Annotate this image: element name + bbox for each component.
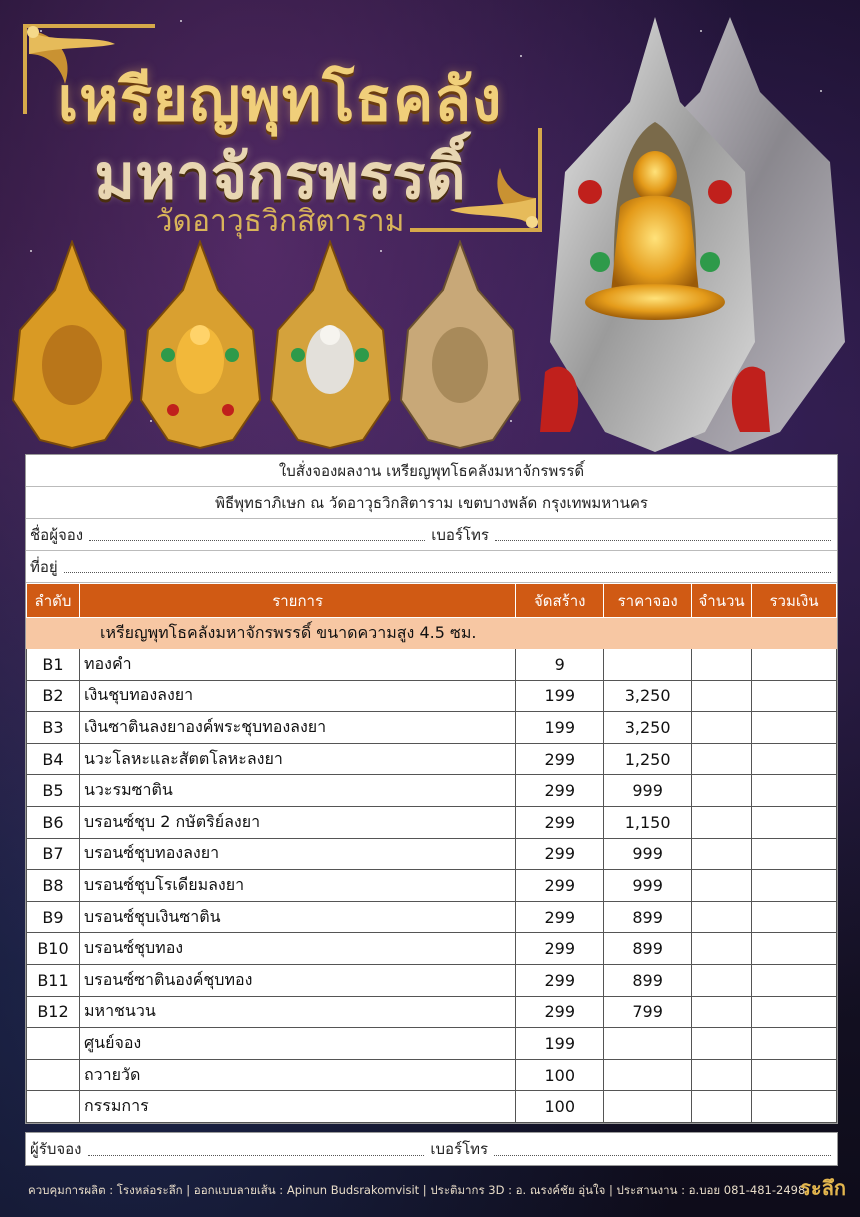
row-made: 299 <box>516 870 604 902</box>
row-item: นวะโลหะและสัตตโลหะลงยา <box>79 743 515 775</box>
col-no: ลำดับ <box>27 584 80 618</box>
table-row <box>27 1091 837 1123</box>
row-total[interactable] <box>752 964 837 996</box>
section-title: เหรียญพุทโธคลังมหาจักรพรรดิ์ ขนาดความสูง 4.5 ซม. <box>79 618 836 649</box>
row-item: มหาชนวน <box>79 996 515 1028</box>
row-total[interactable] <box>752 1059 837 1091</box>
row-item: ทองคำ <box>79 649 515 681</box>
col-made: จัดสร้าง <box>516 584 604 618</box>
row-total[interactable] <box>752 933 837 965</box>
row-item: ศูนย์จอง <box>79 1028 515 1060</box>
row-made: 299 <box>516 838 604 870</box>
address-row <box>26 551 837 583</box>
receiver-row <box>25 1132 838 1166</box>
col-total: รวมเงิน <box>752 584 837 618</box>
row-price: 3,250 <box>604 712 692 744</box>
address-label: ที่อยู่ <box>30 557 58 576</box>
col-qty: จำนวน <box>692 584 752 618</box>
row-item: ถวายวัด <box>79 1059 515 1091</box>
row-made: 100 <box>516 1059 604 1091</box>
table-header <box>27 584 837 618</box>
row-qty[interactable] <box>692 775 752 807</box>
row-qty[interactable] <box>692 649 752 681</box>
row-made: 299 <box>516 964 604 996</box>
row-code: B6 <box>27 806 80 838</box>
row-price: 999 <box>604 870 692 902</box>
row-qty[interactable] <box>692 743 752 775</box>
row-price: 3,250 <box>604 680 692 712</box>
col-item: รายการ <box>79 584 515 618</box>
medal-silver-gold-image <box>268 240 393 450</box>
order-form <box>25 454 838 1124</box>
row-item: เงินชุบทองลงยา <box>79 680 515 712</box>
row-item: บรอนซ์ชุบ 2 กษัตริย์ลงยา <box>79 806 515 838</box>
form-heading: ใบสั่งจองผลงาน เหรียญพุทโธคลังมหาจักรพรรดิ์ <box>26 455 837 487</box>
col-price: ราคาจอง <box>604 584 692 618</box>
row-qty[interactable] <box>692 1028 752 1060</box>
row-price: 899 <box>604 901 692 933</box>
row-code <box>27 1091 80 1123</box>
row-qty[interactable] <box>692 870 752 902</box>
medal-bronze-image <box>398 240 523 450</box>
row-item: บรอนซ์ซาตินองค์ชุบทอง <box>79 964 515 996</box>
row-made: 9 <box>516 649 604 681</box>
table-row <box>27 680 837 712</box>
table-row <box>27 838 837 870</box>
row-made: 299 <box>516 901 604 933</box>
row-qty[interactable] <box>692 680 752 712</box>
row-qty[interactable] <box>692 1091 752 1123</box>
row-price: 899 <box>604 933 692 965</box>
row-price: 999 <box>604 838 692 870</box>
table-row <box>27 870 837 902</box>
footer-credits: ควบคุมการผลิต : โรงหล่อระลึก | ออกแบบลายเส้น : Apinun Budsrakomvisit | ประติมากร 3D : อ. ณรงค์ชัย อุ่นใจ | ประสานงาน : อ.บอย 081-481-2498 <box>28 1183 806 1197</box>
row-total[interactable] <box>752 1091 837 1123</box>
row-qty[interactable] <box>692 996 752 1028</box>
row-code: B5 <box>27 775 80 807</box>
row-item: บรอนซ์ชุบโรเดียมลงยา <box>79 870 515 902</box>
title-line-2: มหาจักรพรรดิ์ <box>94 140 466 213</box>
receiver-phone-field[interactable] <box>494 1143 831 1156</box>
row-code: B9 <box>27 901 80 933</box>
phone-field[interactable] <box>495 528 831 541</box>
row-made: 199 <box>516 680 604 712</box>
row-total[interactable] <box>752 712 837 744</box>
receiver-field[interactable] <box>88 1143 425 1156</box>
medal-gold-enamel-image <box>138 240 263 450</box>
row-code: B8 <box>27 870 80 902</box>
row-code <box>27 1059 80 1091</box>
large-medal-image <box>530 12 850 452</box>
row-total[interactable] <box>752 996 837 1028</box>
row-price: 999 <box>604 775 692 807</box>
row-made: 299 <box>516 933 604 965</box>
table-row <box>27 743 837 775</box>
table-row <box>27 806 837 838</box>
table-row <box>27 933 837 965</box>
table-row <box>27 901 837 933</box>
row-total[interactable] <box>752 680 837 712</box>
receiver-phone-label: เบอร์โทร <box>430 1140 489 1158</box>
name-field[interactable] <box>89 528 425 541</box>
row-qty[interactable] <box>692 806 752 838</box>
row-price <box>604 1059 692 1091</box>
row-qty[interactable] <box>692 901 752 933</box>
row-item: เงินซาตินลงยาองค์พระชุบทองลงยา <box>79 712 515 744</box>
row-code: B4 <box>27 743 80 775</box>
table-row <box>27 775 837 807</box>
row-price <box>604 1028 692 1060</box>
row-code: B10 <box>27 933 80 965</box>
row-code: B2 <box>27 680 80 712</box>
row-qty[interactable] <box>692 964 752 996</box>
table-row <box>27 1028 837 1060</box>
row-total[interactable] <box>752 775 837 807</box>
row-made: 299 <box>516 996 604 1028</box>
phone-label: เบอร์โทร <box>431 525 489 544</box>
name-row <box>26 519 837 551</box>
table-row <box>27 649 837 681</box>
medal-gold-image <box>10 240 135 450</box>
row-price: 1,150 <box>604 806 692 838</box>
row-code: B3 <box>27 712 80 744</box>
row-code <box>27 1028 80 1060</box>
row-total[interactable] <box>752 870 837 902</box>
row-code: B7 <box>27 838 80 870</box>
row-qty[interactable] <box>692 838 752 870</box>
row-price: 899 <box>604 964 692 996</box>
row-price: 1,250 <box>604 743 692 775</box>
row-item: บรอนซ์ชุบทองลงยา <box>79 838 515 870</box>
title-line-1: เหรียญพุทโธคลัง <box>57 65 503 135</box>
row-price: 799 <box>604 996 692 1028</box>
row-qty[interactable] <box>692 1059 752 1091</box>
row-item: นวะรมซาติน <box>79 775 515 807</box>
row-qty[interactable] <box>692 933 752 965</box>
row-item: กรรมการ <box>79 1091 515 1123</box>
row-made: 100 <box>516 1091 604 1123</box>
table-row <box>27 996 837 1028</box>
row-code: B11 <box>27 964 80 996</box>
row-made: 199 <box>516 712 604 744</box>
row-made: 199 <box>516 1028 604 1060</box>
ceremony-line: พิธีพุทธาภิเษก ณ วัดอาวุธวิกสิตาราม เขตบางพลัด กรุงเทพมหานคร <box>26 487 837 519</box>
row-total[interactable] <box>752 743 837 775</box>
temple-name: วัดอาวุธวิกสิตาราม <box>155 204 405 239</box>
address-field[interactable] <box>64 560 831 573</box>
table-row <box>27 964 837 996</box>
row-made: 299 <box>516 775 604 807</box>
row-made: 299 <box>516 743 604 775</box>
table-row <box>27 712 837 744</box>
row-total[interactable] <box>752 901 837 933</box>
row-total[interactable] <box>752 649 837 681</box>
brand-logo: ระลึก <box>800 1176 846 1200</box>
receiver-label: ผู้รับจอง <box>30 1140 82 1158</box>
row-price <box>604 649 692 681</box>
row-item: บรอนซ์ชุบทอง <box>79 933 515 965</box>
section-row <box>27 618 837 649</box>
row-item: บรอนซ์ชุบเงินซาติน <box>79 901 515 933</box>
order-table <box>26 583 837 1123</box>
row-total[interactable] <box>752 838 837 870</box>
row-made: 299 <box>516 806 604 838</box>
row-total[interactable] <box>752 1028 837 1060</box>
row-qty[interactable] <box>692 712 752 744</box>
table-row <box>27 1059 837 1091</box>
row-price <box>604 1091 692 1123</box>
row-total[interactable] <box>752 806 837 838</box>
row-code: B1 <box>27 649 80 681</box>
row-code: B12 <box>27 996 80 1028</box>
name-label: ชื่อผู้จอง <box>30 525 84 544</box>
